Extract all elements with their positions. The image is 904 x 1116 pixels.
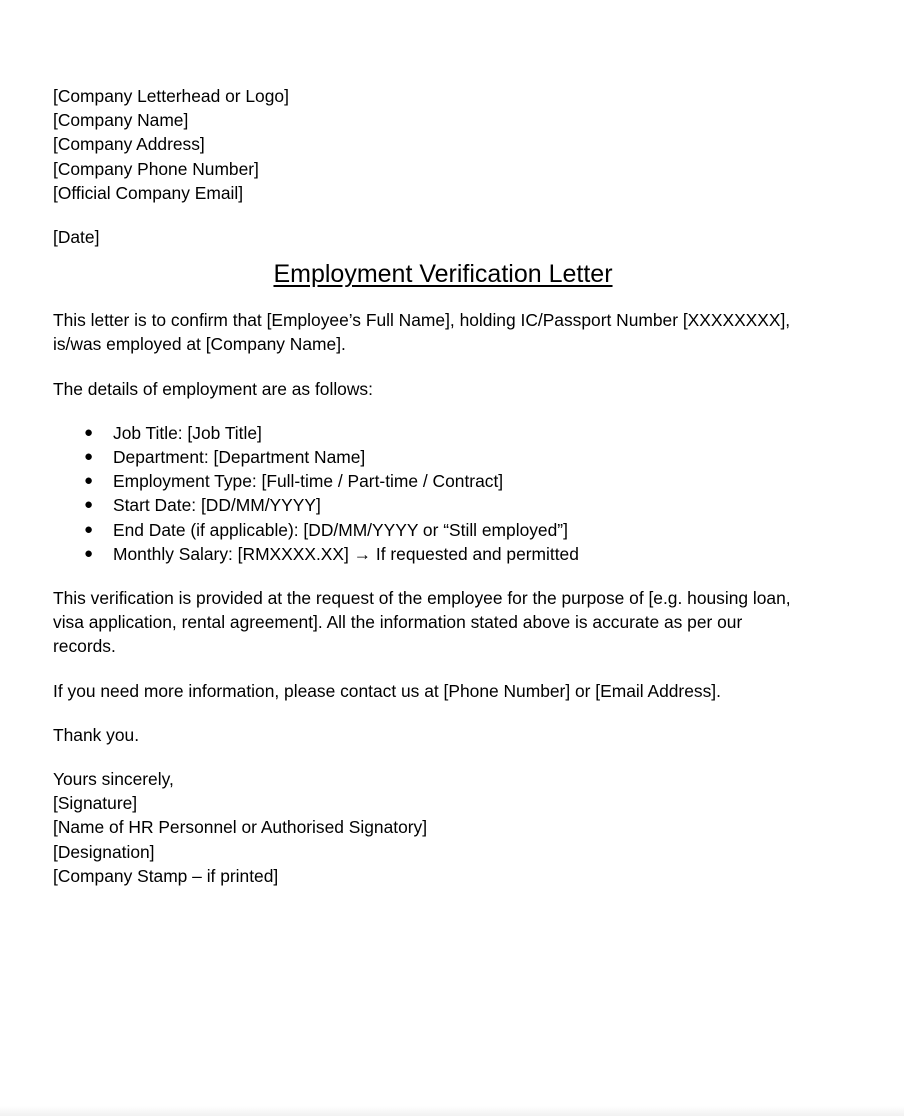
purpose-line: records. xyxy=(53,636,116,657)
list-item xyxy=(53,421,853,445)
spacer xyxy=(53,703,853,723)
contact-paragraph: If you need more information, please contact us at [Phone Number] or [Email Address]. xyxy=(53,680,721,701)
list-item xyxy=(53,445,853,469)
company-email: [Official Company Email] xyxy=(53,182,244,203)
employment-details-list xyxy=(53,421,853,566)
bullet-icon: ● xyxy=(84,520,94,538)
detail-text: Start Date: [DD/MM/YYYY] xyxy=(113,495,321,516)
company-name: [Company Name] xyxy=(53,110,189,131)
spacer xyxy=(53,747,853,767)
spacer xyxy=(53,566,853,586)
bullet-icon: ● xyxy=(84,472,94,490)
company-letterhead: [Company Letterhead or Logo] xyxy=(53,86,289,106)
company-phone: [Company Phone Number] xyxy=(53,158,259,179)
detail-text: Monthly Salary: [RMXXXX.XX] → If requested and permitted xyxy=(113,543,579,564)
spacer xyxy=(53,205,853,225)
spacer xyxy=(53,659,853,679)
intro-line: This letter is to confirm that [Employee’s Full Name], holding IC/Passport Number [XXXXXXXX], xyxy=(53,310,791,331)
detail-text: Employment Type: [Full-time / Part-time / Contract] xyxy=(113,471,504,492)
bullet-icon: ● xyxy=(84,423,94,441)
purpose-line: visa application, rental agreement]. All the information stated above is accurate as per our xyxy=(53,612,743,633)
closing-salutation: Yours sincerely, xyxy=(53,769,174,790)
closing-block xyxy=(53,767,853,888)
list-item xyxy=(53,469,853,493)
list-item xyxy=(53,542,853,566)
bullet-icon: ● xyxy=(84,544,94,562)
detail-text: Department: [Department Name] xyxy=(113,447,366,468)
signature-placeholder: [Signature] xyxy=(53,793,138,814)
detail-text: Job Title: [Job Title] xyxy=(113,422,262,443)
intro-paragraph xyxy=(53,308,853,356)
signatory-name: [Name of HR Personnel or Authorised Signatory] xyxy=(53,817,428,838)
company-header xyxy=(53,84,853,205)
spacer xyxy=(53,357,853,377)
purpose-line: This verification is provided at the request of the employee for the purpose of [e.g. housing loan, xyxy=(53,588,791,609)
company-stamp: [Company Stamp – if printed] xyxy=(53,865,279,886)
bullet-icon: ● xyxy=(84,448,94,466)
signatory-designation: [Designation] xyxy=(53,841,155,862)
company-address: [Company Address] xyxy=(53,134,205,155)
bullet-icon: ● xyxy=(84,496,94,514)
page-bottom-edge xyxy=(0,1106,904,1116)
detail-text: End Date (if applicable): [DD/MM/YYYY or “Still employed”] xyxy=(113,519,568,540)
details-heading: The details of employment are as follows: xyxy=(53,378,373,399)
list-item xyxy=(53,493,853,517)
letter-title: Employment Verification Letter xyxy=(273,260,613,289)
purpose-paragraph xyxy=(53,586,853,659)
letter-date: [Date] xyxy=(53,227,100,248)
letter-document xyxy=(53,84,853,888)
intro-line: is/was employed at [Company Name]. xyxy=(53,334,346,355)
spacer xyxy=(53,401,853,421)
thanks-line: Thank you. xyxy=(53,724,140,745)
list-item xyxy=(53,518,853,542)
